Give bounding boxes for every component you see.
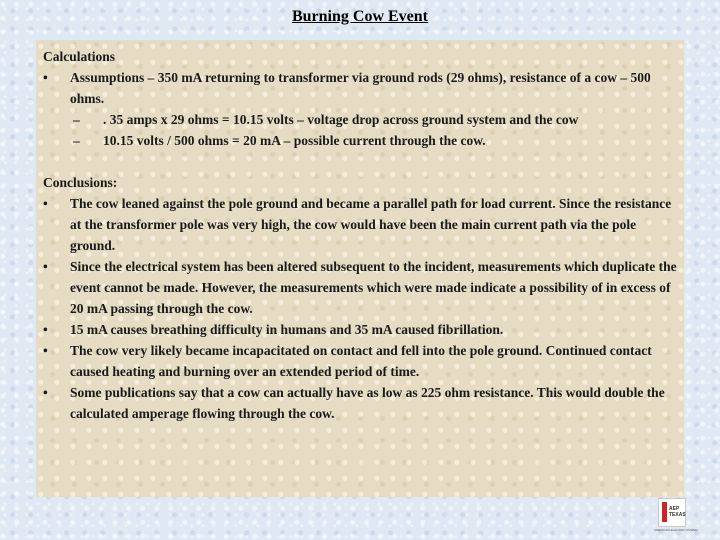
logo-text-aep: AEP (669, 506, 680, 512)
calculation-step-text: . 35 amps x 29 ohms = 10.15 volts – voltage drop across ground system and the cow (103, 112, 579, 127)
calculations-heading: Calculations (43, 49, 116, 64)
conclusion-text: Since the electrical system has been altered subsequent to the incident, measurements which duplicate the event cannot be made. However, the measurements which were made indicate a possibility of in excess of 20 mA passing through the cow. (70, 259, 677, 316)
spacer (43, 151, 678, 172)
bullet-icon: • (43, 343, 48, 358)
conclusion-text: Some publications say that a cow can actually have as low as 225 ohm resistance. This would double the calculated amperage flowing through the cow. (70, 385, 665, 421)
bullet-icon: • (43, 259, 48, 274)
conclusion-item (43, 256, 678, 319)
logo-text-texas: TEXAS (669, 512, 686, 518)
calculation-step (43, 130, 678, 151)
slide-title: Burning Cow Event (291, 8, 429, 25)
conclusion-item (43, 193, 678, 256)
calculation-step-text: 10.15 volts / 500 ohms = 20 mA – possible current through the cow. (103, 133, 486, 148)
logo-mark-icon (662, 502, 667, 522)
conclusion-item (43, 319, 678, 340)
conclusion-text: The cow very likely became incapacitated on contact and fell into the pole ground. Continued contact caused heating and burning over an extended period of time. (70, 343, 652, 379)
conclusion-text: The cow leaned against the pole ground and became a parallel path for load current. Since the resistance at the transformer pole was very high, the cow would have been the main current path via the pole ground. (70, 196, 672, 253)
bullet-icon: • (43, 196, 48, 211)
assumption-item (43, 67, 678, 109)
conclusions-heading: Conclusions: (43, 175, 118, 190)
bullet-icon: • (43, 70, 48, 85)
content-panel (36, 40, 684, 497)
bullet-icon: • (43, 385, 48, 400)
calculation-step (43, 109, 678, 130)
dash-icon: – (73, 133, 80, 148)
conclusion-item (43, 382, 678, 424)
logo-box (658, 498, 686, 527)
dash-icon: – (73, 112, 80, 127)
conclusion-item (43, 340, 678, 382)
bullet-icon: • (43, 322, 48, 337)
aep-texas-logo-icon (654, 497, 698, 533)
assumption-text: Assumptions – 350 mA returning to transformer via ground rods (29 ohms), resistance of a cow – 500 ohms. (70, 70, 651, 106)
logo-caption: AMERICAN ELECTRIC POWER (654, 528, 698, 532)
conclusion-text: 15 mA causes breathing difficulty in humans and 35 mA caused fibrillation. (70, 322, 504, 337)
